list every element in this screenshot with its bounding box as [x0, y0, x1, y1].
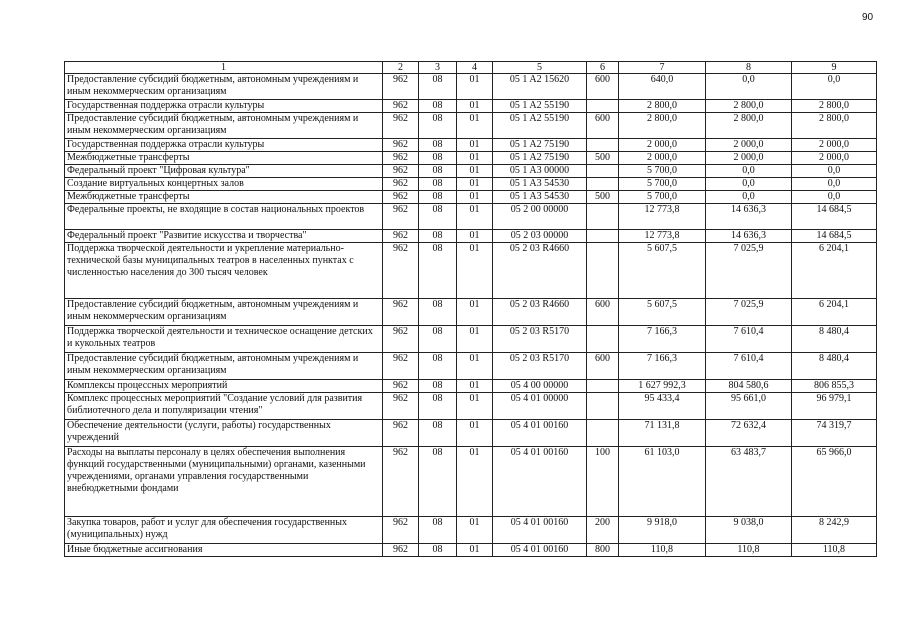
column-header: 6: [587, 62, 619, 74]
amount-col7: 2 800,0: [619, 100, 706, 113]
expense-type-code: [587, 243, 619, 299]
subsection-code: 01: [457, 230, 493, 243]
expense-type-code: 100: [587, 447, 619, 517]
column-header: 4: [457, 62, 493, 74]
section-code: 08: [419, 152, 457, 165]
expense-name: Иные бюджетные ассигнования: [65, 544, 383, 557]
table-row: [65, 326, 877, 353]
amount-col8: 2 800,0: [706, 113, 792, 139]
budget-table: [64, 61, 877, 557]
amount-col7: 2 000,0: [619, 152, 706, 165]
section-code: 08: [419, 178, 457, 191]
amount-col9: 2 800,0: [792, 100, 877, 113]
amount-col7: 5 607,5: [619, 299, 706, 326]
table-row: [65, 380, 877, 393]
section-code: 08: [419, 165, 457, 178]
ministry-code: 962: [383, 230, 419, 243]
subsection-code: 01: [457, 152, 493, 165]
amount-col8: 14 636,3: [706, 230, 792, 243]
expense-name: Федеральный проект "Развитие искусства и творчества": [65, 230, 383, 243]
expense-name: Обеспечение деятельности (услуги, работы) государственных учреждений: [65, 420, 383, 447]
expense-name: Государственная поддержка отрасли культуры: [65, 100, 383, 113]
expense-type-code: [587, 420, 619, 447]
ministry-code: 962: [383, 326, 419, 353]
amount-col8: 7 610,4: [706, 353, 792, 380]
section-code: 08: [419, 447, 457, 517]
subsection-code: 01: [457, 100, 493, 113]
amount-col9: 14 684,5: [792, 230, 877, 243]
amount-col7: 640,0: [619, 74, 706, 100]
target-article-code: 05 1 A3 54530: [493, 191, 587, 204]
ministry-code: 962: [383, 100, 419, 113]
target-article-code: 05 2 03 R5170: [493, 326, 587, 353]
expense-type-code: [587, 326, 619, 353]
column-header: 3: [419, 62, 457, 74]
table-row: [65, 74, 877, 100]
expense-name: Предоставление субсидий бюджетным, автономным учреждениям и иным некоммерческим организациям: [65, 74, 383, 100]
expense-type-code: [587, 204, 619, 230]
table-row: [65, 152, 877, 165]
table-row: [65, 353, 877, 380]
target-article-code: 05 4 01 00000: [493, 393, 587, 420]
amount-col8: 804 580,6: [706, 380, 792, 393]
amount-col8: 2 800,0: [706, 100, 792, 113]
section-code: 08: [419, 393, 457, 420]
section-code: 08: [419, 139, 457, 152]
table-row: [65, 544, 877, 557]
amount-col9: 0,0: [792, 165, 877, 178]
section-code: 08: [419, 230, 457, 243]
amount-col7: 110,8: [619, 544, 706, 557]
amount-col9: 6 204,1: [792, 243, 877, 299]
section-code: 08: [419, 299, 457, 326]
section-code: 08: [419, 420, 457, 447]
amount-col8: 110,8: [706, 544, 792, 557]
expense-type-code: [587, 165, 619, 178]
expense-name: Закупка товаров, работ и услуг для обеспечения государственных (муниципальных) нужд: [65, 517, 383, 544]
column-header: 5: [493, 62, 587, 74]
amount-col9: 8 480,4: [792, 353, 877, 380]
expense-name: Расходы на выплаты персоналу в целях обеспечения выполнения функций государственными (муниципальными) органами, казенными учреждениями, органами управления государственными внебюджетными фондами: [65, 447, 383, 517]
subsection-code: 01: [457, 243, 493, 299]
subsection-code: 01: [457, 178, 493, 191]
table-body: [65, 74, 877, 557]
table-row: [65, 113, 877, 139]
ministry-code: 962: [383, 152, 419, 165]
amount-col8: 7 025,9: [706, 243, 792, 299]
expense-type-code: [587, 230, 619, 243]
subsection-code: 01: [457, 353, 493, 380]
expense-name: Государственная поддержка отрасли культуры: [65, 139, 383, 152]
amount-col8: 72 632,4: [706, 420, 792, 447]
table-row: [65, 420, 877, 447]
amount-col8: 95 661,0: [706, 393, 792, 420]
amount-col7: 1 627 992,3: [619, 380, 706, 393]
subsection-code: 01: [457, 447, 493, 517]
subsection-code: 01: [457, 380, 493, 393]
ministry-code: 962: [383, 544, 419, 557]
header-row: [65, 62, 877, 74]
column-header: 2: [383, 62, 419, 74]
amount-col8: 14 636,3: [706, 204, 792, 230]
amount-col9: 8 480,4: [792, 326, 877, 353]
section-code: 08: [419, 100, 457, 113]
section-code: 08: [419, 113, 457, 139]
amount-col9: 110,8: [792, 544, 877, 557]
amount-col8: 0,0: [706, 74, 792, 100]
expense-name: Комплексы процессных мероприятий: [65, 380, 383, 393]
target-article-code: 05 1 A2 55190: [493, 113, 587, 139]
table-row: [65, 447, 877, 517]
ministry-code: 962: [383, 113, 419, 139]
expense-type-code: [587, 139, 619, 152]
amount-col7: 5 700,0: [619, 165, 706, 178]
amount-col7: 71 131,8: [619, 420, 706, 447]
target-article-code: 05 2 03 R5170: [493, 353, 587, 380]
amount-col8: 9 038,0: [706, 517, 792, 544]
target-article-code: 05 2 03 R4660: [493, 243, 587, 299]
table-row: [65, 393, 877, 420]
amount-col9: 0,0: [792, 74, 877, 100]
subsection-code: 01: [457, 139, 493, 152]
expense-type-code: 500: [587, 152, 619, 165]
target-article-code: 05 1 A2 75190: [493, 152, 587, 165]
section-code: 08: [419, 380, 457, 393]
subsection-code: 01: [457, 74, 493, 100]
target-article-code: 05 4 01 00160: [493, 420, 587, 447]
amount-col7: 61 103,0: [619, 447, 706, 517]
amount-col9: 14 684,5: [792, 204, 877, 230]
table-row: [65, 191, 877, 204]
amount-col9: 0,0: [792, 178, 877, 191]
amount-col9: 6 204,1: [792, 299, 877, 326]
expense-name: Предоставление субсидий бюджетным, автономным учреждениям и иным некоммерческим организациям: [65, 113, 383, 139]
ministry-code: 962: [383, 517, 419, 544]
amount-col7: 7 166,3: [619, 326, 706, 353]
column-header: 9: [792, 62, 877, 74]
expense-name: Федеральные проекты, не входящие в состав национальных проектов: [65, 204, 383, 230]
expense-name: Поддержка творческой деятельности и техническое оснащение детских и кукольных театров: [65, 326, 383, 353]
amount-col9: 2 000,0: [792, 139, 877, 152]
amount-col9: 0,0: [792, 191, 877, 204]
table-row: [65, 165, 877, 178]
ministry-code: 962: [383, 393, 419, 420]
ministry-code: 962: [383, 178, 419, 191]
ministry-code: 962: [383, 353, 419, 380]
expense-type-code: [587, 393, 619, 420]
table-row: [65, 230, 877, 243]
amount-col7: 2 800,0: [619, 113, 706, 139]
expense-type-code: 600: [587, 299, 619, 326]
amount-col8: 7 610,4: [706, 326, 792, 353]
section-code: 08: [419, 204, 457, 230]
amount-col7: 2 000,0: [619, 139, 706, 152]
target-article-code: 05 2 03 00000: [493, 230, 587, 243]
column-header: 1: [65, 62, 383, 74]
expense-name: Федеральный проект "Цифровая культура": [65, 165, 383, 178]
amount-col7: 5 700,0: [619, 178, 706, 191]
table-row: [65, 178, 877, 191]
expense-name: Предоставление субсидий бюджетным, автономным учреждениям и иным некоммерческим организациям: [65, 353, 383, 380]
section-code: 08: [419, 243, 457, 299]
expense-type-code: 600: [587, 353, 619, 380]
target-article-code: 05 4 00 00000: [493, 380, 587, 393]
subsection-code: 01: [457, 544, 493, 557]
table-row: [65, 204, 877, 230]
target-article-code: 05 1 A2 15620: [493, 74, 587, 100]
subsection-code: 01: [457, 393, 493, 420]
amount-col7: 12 773,8: [619, 230, 706, 243]
column-header: 7: [619, 62, 706, 74]
section-code: 08: [419, 517, 457, 544]
amount-col7: 12 773,8: [619, 204, 706, 230]
amount-col9: 74 319,7: [792, 420, 877, 447]
amount-col9: 8 242,9: [792, 517, 877, 544]
expense-type-code: [587, 100, 619, 113]
amount-col9: 2 000,0: [792, 152, 877, 165]
target-article-code: 05 1 A2 75190: [493, 139, 587, 152]
table-row: [65, 100, 877, 113]
subsection-code: 01: [457, 165, 493, 178]
amount-col7: 9 918,0: [619, 517, 706, 544]
subsection-code: 01: [457, 204, 493, 230]
table-row: [65, 139, 877, 152]
expense-name: Комплекс процессных мероприятий "Создание условий для развития библиотечного дела и популяризации чтения": [65, 393, 383, 420]
table-row: [65, 243, 877, 299]
amount-col8: 0,0: [706, 165, 792, 178]
amount-col8: 0,0: [706, 178, 792, 191]
amount-col8: 2 000,0: [706, 139, 792, 152]
amount-col9: 96 979,1: [792, 393, 877, 420]
amount-col7: 5 700,0: [619, 191, 706, 204]
page-number: 90: [862, 12, 874, 23]
expense-name: Создание виртуальных концертных залов: [65, 178, 383, 191]
expense-name: Межбюджетные трансферты: [65, 191, 383, 204]
section-code: 08: [419, 326, 457, 353]
expense-type-code: [587, 178, 619, 191]
ministry-code: 962: [383, 243, 419, 299]
target-article-code: 05 4 01 00160: [493, 544, 587, 557]
ministry-code: 962: [383, 447, 419, 517]
ministry-code: 962: [383, 204, 419, 230]
ministry-code: 962: [383, 420, 419, 447]
amount-col8: 2 000,0: [706, 152, 792, 165]
expense-type-code: 200: [587, 517, 619, 544]
expense-type-code: 800: [587, 544, 619, 557]
subsection-code: 01: [457, 420, 493, 447]
column-header: 8: [706, 62, 792, 74]
target-article-code: 05 2 03 R4660: [493, 299, 587, 326]
subsection-code: 01: [457, 191, 493, 204]
expense-name: Межбюджетные трансферты: [65, 152, 383, 165]
expense-name: Поддержка творческой деятельности и укрепление материально-технической базы муниципальных театров в населенных пунктах с численностью населения до 300 тысяч человек: [65, 243, 383, 299]
amount-col9: 806 855,3: [792, 380, 877, 393]
ministry-code: 962: [383, 380, 419, 393]
subsection-code: 01: [457, 517, 493, 544]
expense-type-code: 600: [587, 74, 619, 100]
expense-type-code: 600: [587, 113, 619, 139]
amount-col8: 0,0: [706, 191, 792, 204]
section-code: 08: [419, 191, 457, 204]
ministry-code: 962: [383, 74, 419, 100]
target-article-code: 05 1 A2 55190: [493, 100, 587, 113]
amount-col7: 7 166,3: [619, 353, 706, 380]
section-code: 08: [419, 353, 457, 380]
ministry-code: 962: [383, 191, 419, 204]
ministry-code: 962: [383, 299, 419, 326]
ministry-code: 962: [383, 165, 419, 178]
section-code: 08: [419, 74, 457, 100]
amount-col8: 63 483,7: [706, 447, 792, 517]
target-article-code: 05 1 A3 54530: [493, 178, 587, 191]
subsection-code: 01: [457, 299, 493, 326]
amount-col7: 95 433,4: [619, 393, 706, 420]
target-article-code: 05 2 00 00000: [493, 204, 587, 230]
section-code: 08: [419, 544, 457, 557]
target-article-code: 05 4 01 00160: [493, 517, 587, 544]
expense-name: Предоставление субсидий бюджетным, автономным учреждениям и иным некоммерческим организациям: [65, 299, 383, 326]
subsection-code: 01: [457, 326, 493, 353]
subsection-code: 01: [457, 113, 493, 139]
expense-type-code: [587, 380, 619, 393]
amount-col9: 65 966,0: [792, 447, 877, 517]
target-article-code: 05 1 A3 00000: [493, 165, 587, 178]
amount-col8: 7 025,9: [706, 299, 792, 326]
target-article-code: 05 4 01 00160: [493, 447, 587, 517]
table-row: [65, 299, 877, 326]
amount-col7: 5 607,5: [619, 243, 706, 299]
ministry-code: 962: [383, 139, 419, 152]
expense-type-code: 500: [587, 191, 619, 204]
amount-col9: 2 800,0: [792, 113, 877, 139]
table-row: [65, 517, 877, 544]
